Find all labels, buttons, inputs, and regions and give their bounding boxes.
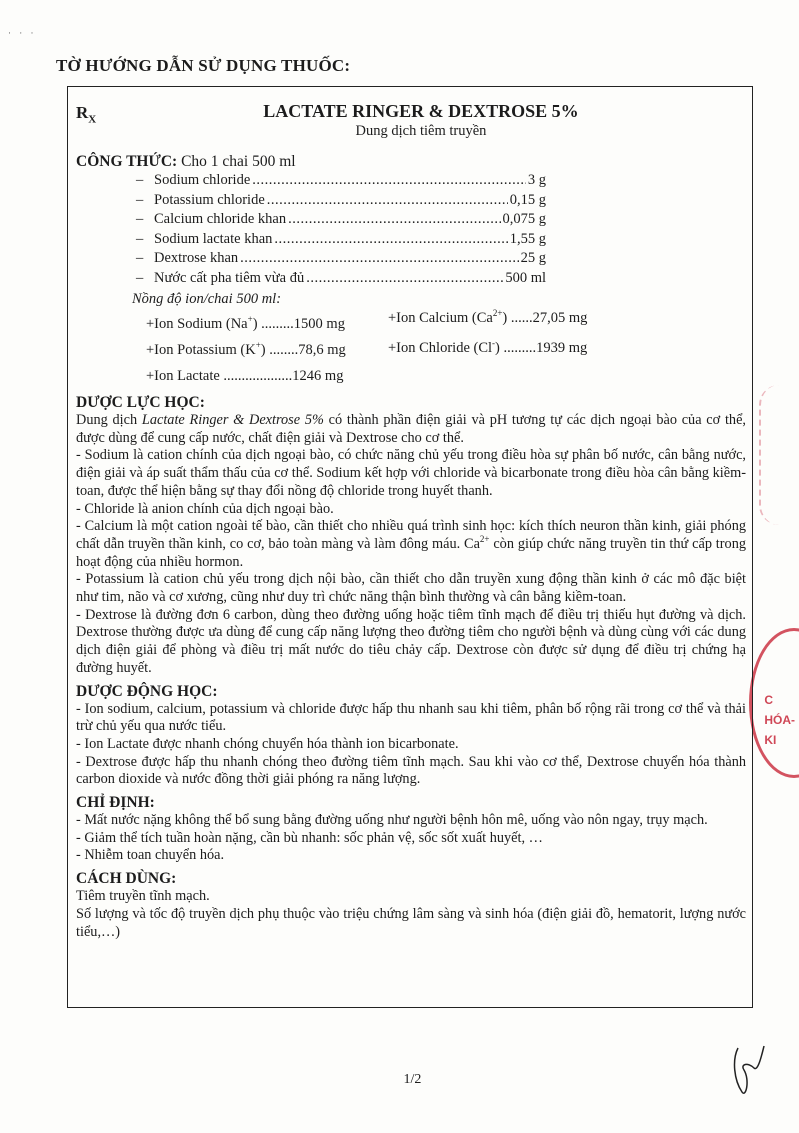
- ingredient-row: – Sodium lactate khan ..... 1,55 g: [136, 230, 546, 250]
- formula-section: [76, 152, 746, 389]
- ingredient-row: – Potassium chloride ..... 0,15 g: [136, 191, 546, 211]
- signature-icon: [728, 1040, 768, 1100]
- stamp-edge-top: [759, 385, 799, 525]
- pharmacokinetics-section: [76, 682, 746, 790]
- ion-row: +Ion Sodium (Na+) .........1500 mg +Ion Calcium $(Ca^{2+})$ ......27,05 mg: [146, 308, 588, 332]
- pharmacokinetics-ions: - Ion sodium, calcium, potassium và chloride được hấp thu nhanh sau khi tiêm, phân bố rộng rãi trong cơ thể và thải trừ chủ yếu qua nước tiểu.: [76, 700, 746, 735]
- indication-item: - Mất nước nặng không thể bổ sung bằng đường uống như người bệnh hôn mê, uống vào nôn ngay, trụy mạch.: [76, 812, 708, 829]
- ion-caption: Nồng độ ion/chai 500 ml:: [132, 291, 282, 307]
- pharmacodynamics-sodium: - Sodium là cation chính của dịch ngoại bào, có chức năng chủ yếu trong điều hòa sự phân bố nước, cân bằng nước, điện giải và áp suất thẩm thấu của cơ thể. Sodium kết hợp với chloride và bicarbonate trong điều hòa cân bằng kiềm-toan, được thể hiện bằng sự thay đổi nồng độ chloride trong huyết thanh.: [76, 447, 746, 499]
- usage-heading: CÁCH DÙNG:: [76, 870, 177, 888]
- page-number: 1/2: [403, 1072, 422, 1087]
- usage-route: Tiêm truyền tĩnh mạch.: [76, 888, 210, 905]
- product-title: LACTATE RINGER & DEXTROSE 5%: [263, 101, 579, 121]
- ion-table: [146, 308, 746, 389]
- scan-marks: · · ·: [8, 28, 37, 38]
- indication-item: - Nhiễm toan chuyển hóa.: [76, 847, 225, 864]
- pharmacodynamics-calcium: - Calcium là một cation ngoài tế bào, cần thiết cho nhiều quá trình sinh học: kích thích neuron thần kinh, giải phóng chất dẫn truyền thần kinh, co cơ, bảo toàn màng và làm đông máu. $Ca^{2+}$ còn giúp chức năng truyền tin thứ cấp trong hoạt động của nhiều hormon.: [76, 518, 746, 570]
- pharmacodynamics-section: [76, 393, 746, 678]
- ingredient-row: – Dextrose khan ..... 25 g: [136, 249, 546, 269]
- rx-symbol: $R_X$: [76, 103, 97, 126]
- pharmacodynamics-chloride: - Chloride là anion chính của dịch ngoại bào.: [76, 500, 334, 517]
- pharmacokinetics-dextrose: - Dextrose được hấp thu nhanh chóng theo đường tiêm tĩnh mạch. Sau khi vào cơ thể, Dextrose chuyển hóa thành carbon dioxide và nước đồng thời giải phóng ra năng lượng.: [76, 753, 746, 788]
- pharmacodynamics-intro: Dung dịch Lactate Ringer & Dextrose 5% có thành phần điện giải và pH tương tự các dịch ngoại bào của cơ thể, được dùng để cung cấp nước, chất điện giải và Dextrose cho cơ thể.: [76, 412, 746, 446]
- pharmacokinetics-lactate: - Ion Lactate được nhanh chóng chuyển hóa thành ion bicarbonate.: [76, 735, 459, 752]
- pharmacodynamics-dextrose: - Dextrose là đường đơn 6 carbon, dùng theo đường uống hoặc tiêm tĩnh mạch để điều trị thiếu hụt đường và dịch. Dextrose thường được ưa dùng để cung cấp năng lượng theo đường tiêm cho người bệnh và dùng cùng với các dung dịch điện giải để phòng và điều trị mất nước do tiêu chảy cấp. Dextrose còn được sử dụng để điều trị chứng hạ đường huyết.: [76, 606, 746, 676]
- stamp-text: C HÓA- KI: [764, 693, 795, 747]
- pharmacodynamics-potassium: - Potassium là cation chủ yếu trong dịch nội bào, cần thiết cho dẫn truyền xung động thần kinh ở các mô đặc biệt như tim, não và cơ xương, cũng như duy trì chức năng thận bình thường và cân bằng kiềm-toan.: [76, 571, 746, 606]
- indications-section: [76, 793, 746, 865]
- pharmacokinetics-heading: DƯỢC ĐỘNG HỌC:: [76, 682, 218, 700]
- indication-item: - Giảm thể tích tuần hoàn nặng, cần bù nhanh: sốc phản vệ, sốc sốt xuất huyết, …: [76, 829, 543, 846]
- usage-section: [76, 869, 746, 941]
- pharmacodynamics-heading: DƯỢC LỰC HỌC:: [76, 394, 205, 411]
- usage-dosage: Số lượng và tốc độ truyền dịch phụ thuộc vào triệu chứng lâm sàng và sinh hóa (điện giải đồ, hematorit, lượng nước tiểu,…): [76, 905, 746, 940]
- product-subtitle: Dung dịch tiêm truyền: [355, 123, 487, 139]
- ingredient-row: – Sodium chloride ..... 3 g: [136, 171, 546, 191]
- ingredient-row: – Calcium chloride khan ..... 0,075 g: [136, 210, 546, 230]
- ingredient-row: – Nước cất pha tiêm vừa đủ ..... 500 ml: [136, 269, 546, 289]
- document-box: [67, 86, 753, 1008]
- indications-heading: CHỈ ĐỊNH:: [76, 794, 155, 812]
- ion-row: +Ion Potassium (K+) ........78,6 mg +Ion Chloride (Cl-) .........1939 mg: [146, 338, 588, 358]
- ingredient-list: [136, 171, 546, 288]
- ion-row: +Ion Lactate ...................1246 mg: [146, 368, 344, 384]
- formula-heading: CÔNG THỨC: Cho 1 chai 500 ml: [76, 153, 296, 170]
- page-heading: TỜ HƯỚNG DẪN SỬ DỤNG THUỐC:: [56, 56, 351, 75]
